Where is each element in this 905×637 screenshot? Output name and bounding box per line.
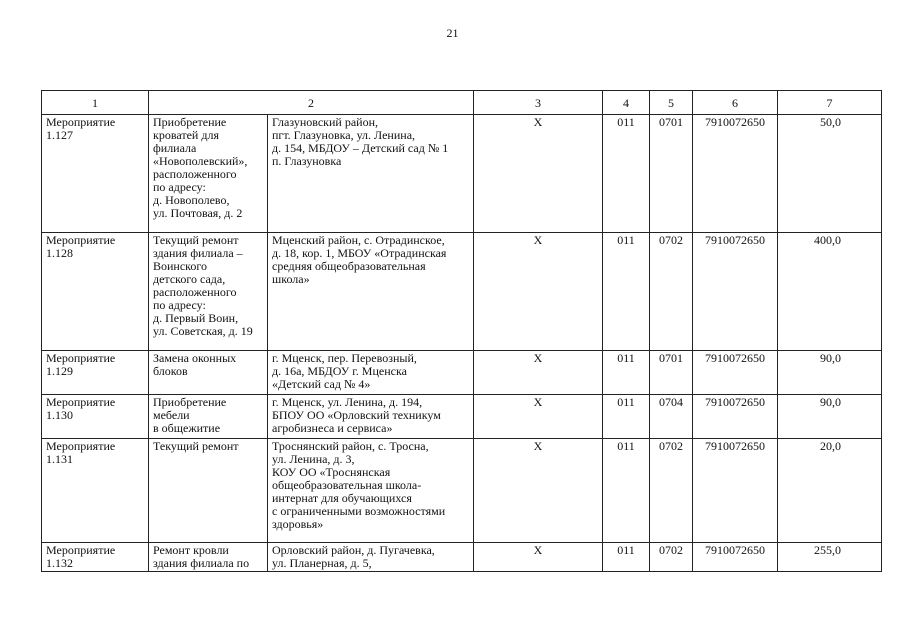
- measure-id: Мероприятие 1.128: [42, 233, 149, 351]
- col5-value: 0701: [650, 115, 693, 233]
- measure-id: Мероприятие 1.127: [42, 115, 149, 233]
- col3-value: X: [474, 395, 603, 439]
- col5-value: 0702: [650, 543, 693, 572]
- measure-name: Текущий ремонт здания филиала – Воинского детского сада, расположенного по адресу: д. Первый Воин, ул. Советская, д. 19: [149, 233, 268, 351]
- col5-value: 0702: [650, 233, 693, 351]
- header-cell: 2: [149, 91, 474, 115]
- col4-value: 011: [603, 543, 650, 572]
- table-row: [42, 115, 882, 233]
- table-row: [42, 233, 882, 351]
- col7-value: 50,0: [778, 115, 882, 233]
- measure-address: г. Мценск, ул. Ленина, д. 194, БПОУ ОО «Орловский техникум агробизнеса и сервиса»: [268, 395, 474, 439]
- header-cell: 7: [778, 91, 882, 115]
- measure-name: Ремонт кровли здания филиала по: [149, 543, 268, 572]
- measure-name: Замена оконных блоков: [149, 351, 268, 395]
- col6-value: 7910072650: [693, 233, 778, 351]
- measure-address: Мценский район, с. Отрадинское, д. 18, кор. 1, МБОУ «Отрадинская средняя общеобразовательная школа»: [268, 233, 474, 351]
- col3-value: X: [474, 439, 603, 543]
- table-row: [42, 439, 882, 543]
- header-row: [42, 91, 882, 115]
- col7-value: 255,0: [778, 543, 882, 572]
- col6-value: 7910072650: [693, 543, 778, 572]
- measure-name: Текущий ремонт: [149, 439, 268, 543]
- header-cell: 1: [42, 91, 149, 115]
- col6-value: 7910072650: [693, 351, 778, 395]
- col5-value: 0702: [650, 439, 693, 543]
- col5-value: 0704: [650, 395, 693, 439]
- table-row: [42, 395, 882, 439]
- col7-value: 400,0: [778, 233, 882, 351]
- measure-address: Троснянский район, с. Тросна, ул. Ленина, д. 3, КОУ ОО «Троснянская общеобразовательная школа- интернат для обучающихся с ограниченными возможностями здоровья»: [268, 439, 474, 543]
- col7-value: 90,0: [778, 351, 882, 395]
- col6-value: 7910072650: [693, 395, 778, 439]
- table-row: [42, 543, 882, 572]
- col7-value: 90,0: [778, 395, 882, 439]
- col5-value: 0701: [650, 351, 693, 395]
- col4-value: 011: [603, 115, 650, 233]
- col6-value: 7910072650: [693, 439, 778, 543]
- header-cell: 5: [650, 91, 693, 115]
- col3-value: X: [474, 115, 603, 233]
- col4-value: 011: [603, 233, 650, 351]
- col4-value: 011: [603, 395, 650, 439]
- measure-name: Приобретение мебели в общежитие: [149, 395, 268, 439]
- measure-address: Глазуновский район, пгт. Глазуновка, ул. Ленина, д. 154, МБДОУ – Детский сад № 1 п. Глазуновка: [268, 115, 474, 233]
- measure-id: Мероприятие 1.130: [42, 395, 149, 439]
- col3-value: X: [474, 233, 603, 351]
- measure-name: Приобретение кроватей для филиала «Новополевский», расположенного по адресу: д. Новополево, ул. Почтовая, д. 2: [149, 115, 268, 233]
- page-number: 21: [446, 26, 459, 40]
- measure-address: Орловский район, д. Пугачевка, ул. Планерная, д. 5,: [268, 543, 474, 572]
- col7-value: 20,0: [778, 439, 882, 543]
- col4-value: 011: [603, 351, 650, 395]
- measure-address: г. Мценск, пер. Перевозный, д. 16а, МБДОУ г. Мценска «Детский сад № 4»: [268, 351, 474, 395]
- col6-value: 7910072650: [693, 115, 778, 233]
- measures-table: [41, 90, 882, 572]
- measure-id: Мероприятие 1.132: [42, 543, 149, 572]
- col3-value: X: [474, 351, 603, 395]
- measure-id: Мероприятие 1.129: [42, 351, 149, 395]
- table-row: [42, 351, 882, 395]
- measure-id: Мероприятие 1.131: [42, 439, 149, 543]
- header-cell: 4: [603, 91, 650, 115]
- header-cell: 6: [693, 91, 778, 115]
- col4-value: 011: [603, 439, 650, 543]
- col3-value: X: [474, 543, 603, 572]
- header-cell: 3: [474, 91, 603, 115]
